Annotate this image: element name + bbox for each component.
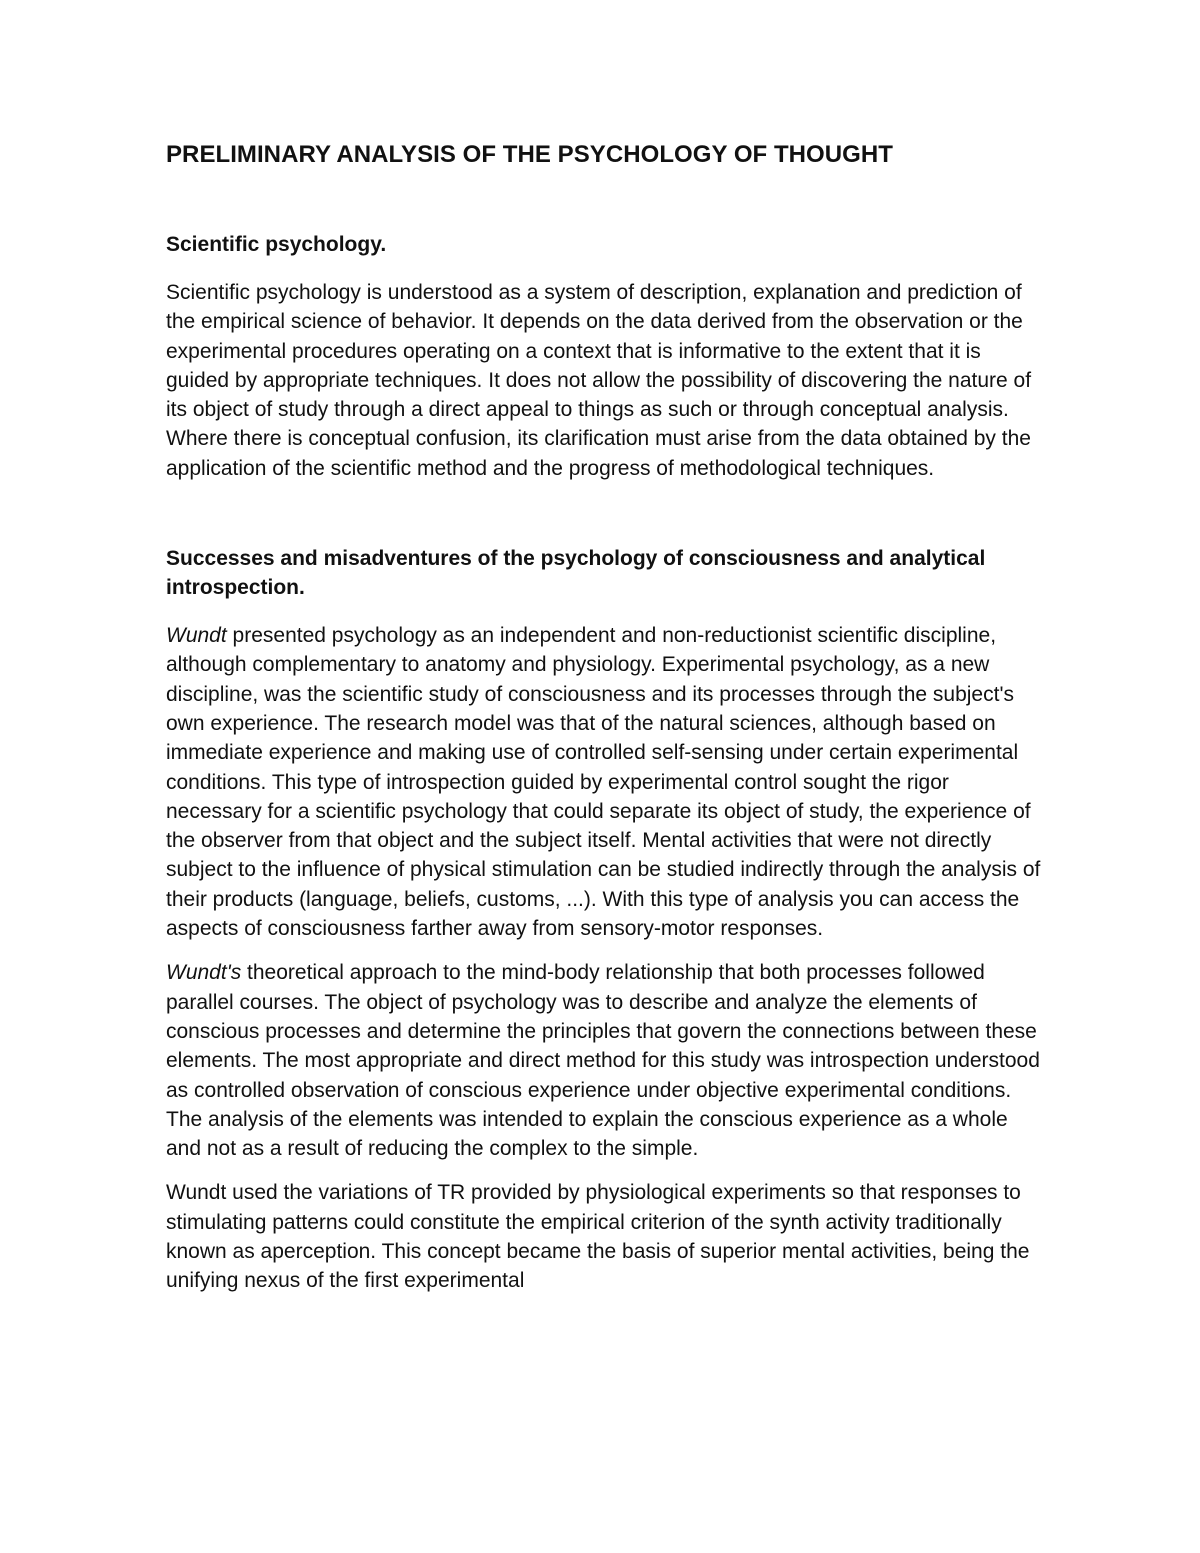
paragraph-scientific-psychology <box>166 278 1046 483</box>
paragraph-text: Wundt used the variations of TR provided by physiological experiments so that responses to stimulating patterns could constitute the empirical criterion of the synth activity traditionally known as aperception. This concept became the basis of superior mental activities, being the unifying nexus of the first experimental <box>166 1181 1030 1293</box>
paragraph-text: theoretical approach to the mind-body relationship that both processes followed parallel courses. The object of psychology was to describe and analyze the elements of conscious processes and determine the principles that govern the connections between these elements. The most appropriate and direct method for this study was introspection understood as controlled observation of conscious experience under objective experimental conditions. The analysis of the elements was intended to explain the conscious experience as a whole and not as a result of reducing the complex to the simple. <box>166 961 1040 1161</box>
section-heading-scientific-psychology: Scientific psychology. <box>166 233 387 256</box>
section-heading-successes-misadventures: Successes and misadventures of the psychology of consciousness and analytical introspection. <box>166 547 986 600</box>
paragraph-wundt-tr-variations <box>166 1178 1046 1295</box>
italic-name-wundts: Wundt's <box>166 961 242 985</box>
document-body <box>166 138 1046 1311</box>
paragraph-wundt-discipline <box>166 621 1046 943</box>
paragraph-text: Scientific psychology is understood as a system of description, explanation and prediction of the empirical science of behavior. It depends on the data derived from the observation or the experimental procedures operating on a context that is informative to the extent that it is guided by appropriate techniques. It does not allow the possibility of discovering the nature of its object of study through a direct appeal to things as such or through conceptual analysis. Where there is conceptual confusion, its clarification must arise from the data obtained by the application of the scientific method and the progress of methodological techniques. <box>166 281 1032 480</box>
italic-name-wundt: Wundt <box>166 624 227 648</box>
paragraph-text: presented psychology as an independent and non-reductionist scientific discipline, although complementary to anatomy and physiology. Experimental psychology, as a new discipline, was the scientific study of consciousness and its processes through the subject's own experience. The research model was that of the natural sciences, although based on immediate experience and making use of controlled self-sensing under certain experimental conditions. This type of introspection guided by experimental control sought the rigor necessary for a scientific psychology that could separate its object of study, the experience of the observer from that object and the subject itself. Mental activities that were not directly subject to the influence of physical stimulation can be studied indirectly through the analysis of their products (language, beliefs, customs, ...). With this type of analysis you can access the aspects of consciousness farther away from sensory-motor responses. <box>166 624 1041 941</box>
document-title: PRELIMINARY ANALYSIS OF THE PSYCHOLOGY OF THOUGHT <box>166 141 893 168</box>
paragraph-wundt-theory <box>166 958 1046 1163</box>
